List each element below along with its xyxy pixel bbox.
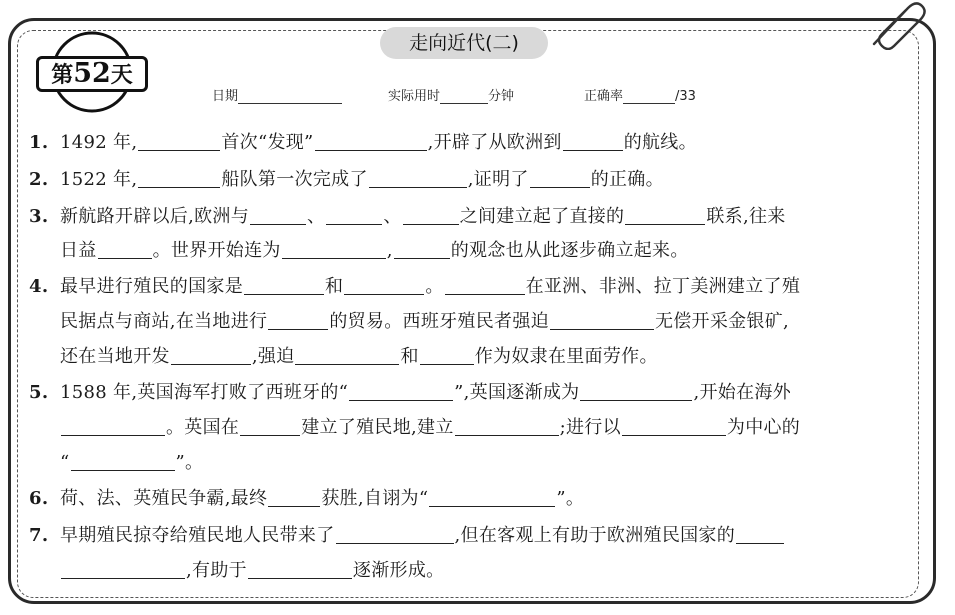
blank[interactable] [344,275,424,295]
blank[interactable] [455,416,559,436]
blank[interactable] [98,239,152,259]
time-field: 实际用时 分钟 [388,89,515,104]
blank[interactable] [550,310,654,330]
blank[interactable] [250,205,306,225]
blank[interactable] [295,345,399,365]
question-5: 5. 1588 年,英国海军打败了西班牙的“ ”,英国逐渐成为 ,开始在海外 [29,382,792,403]
blank[interactable] [326,205,382,225]
blank[interactable] [580,381,692,401]
date-field: 日期 [212,85,342,104]
blank[interactable] [268,310,328,330]
day-label: 第52天 [36,56,148,92]
blank[interactable] [315,131,427,151]
blank[interactable] [369,168,467,188]
day-badge [28,31,158,117]
blank[interactable] [622,416,726,436]
blank[interactable] [244,275,324,295]
blank[interactable] [445,275,525,295]
question-1: 1. 1492 年, 首次“发现” ,开辟了从欧洲到 的航线。 [29,132,697,153]
question-2: 2. 1522 年, 船队第一次完成了 ,证明了 的正确。 [29,169,664,190]
page-title: 走向近代(二) [380,27,548,59]
question-6: 6. 荷、法、英殖民争霸,最终 获胜,自诩为“ ”。 [29,488,585,509]
blank[interactable] [282,239,386,259]
date-blank[interactable] [238,89,342,104]
blank[interactable] [248,559,352,579]
blank[interactable] [336,524,454,544]
time-blank[interactable] [440,89,488,104]
question-5-cont-2: “ ”。 [60,452,204,473]
blank[interactable] [171,345,251,365]
accuracy-blank[interactable] [623,89,675,104]
blank[interactable] [420,345,474,365]
blank[interactable] [429,487,555,507]
blank[interactable] [394,239,450,259]
blank[interactable] [61,416,165,436]
blank[interactable] [138,168,220,188]
blank[interactable] [736,524,784,544]
blank[interactable] [530,168,590,188]
accuracy-field: 正确率 /33 [584,89,696,104]
question-3: 3. 新航路开辟以后,欧洲与 、 、 之间建立起了直接的 联系,往来 [29,206,786,227]
blank[interactable] [61,559,185,579]
blank[interactable] [138,131,220,151]
blank[interactable] [240,416,300,436]
question-4: 4. 最早进行殖民的国家是 和 。 在亚洲、非洲、拉丁美洲建立了殖 [29,276,801,297]
blank[interactable] [71,451,175,471]
paperclip-icon [868,0,928,50]
blank[interactable] [349,381,453,401]
question-5-cont-1: 。英国在 建立了殖民地,建立 ;进行以 为中心的 [60,413,800,439]
blank[interactable] [403,205,459,225]
question-7-cont: ,有助于 逐渐形成。 [60,556,444,582]
blank[interactable] [625,205,705,225]
blank[interactable] [268,487,320,507]
question-7: 7. 早期殖民掠夺给殖民地人民带来了 ,但在客观上有助于欧洲殖民国家的 [29,521,785,547]
question-3-cont: 日益 。世界开始连为 , 的观念也从此逐步确立起来。 [60,240,689,261]
question-4-cont-1: 民据点与商站,在当地进行 的贸易。西班牙殖民者强迫 无偿开采金银矿, [60,311,790,332]
blank[interactable] [563,131,623,151]
question-4-cont-2: 还在当地开发 ,强迫 和 作为奴隶在里面劳作。 [60,346,658,367]
